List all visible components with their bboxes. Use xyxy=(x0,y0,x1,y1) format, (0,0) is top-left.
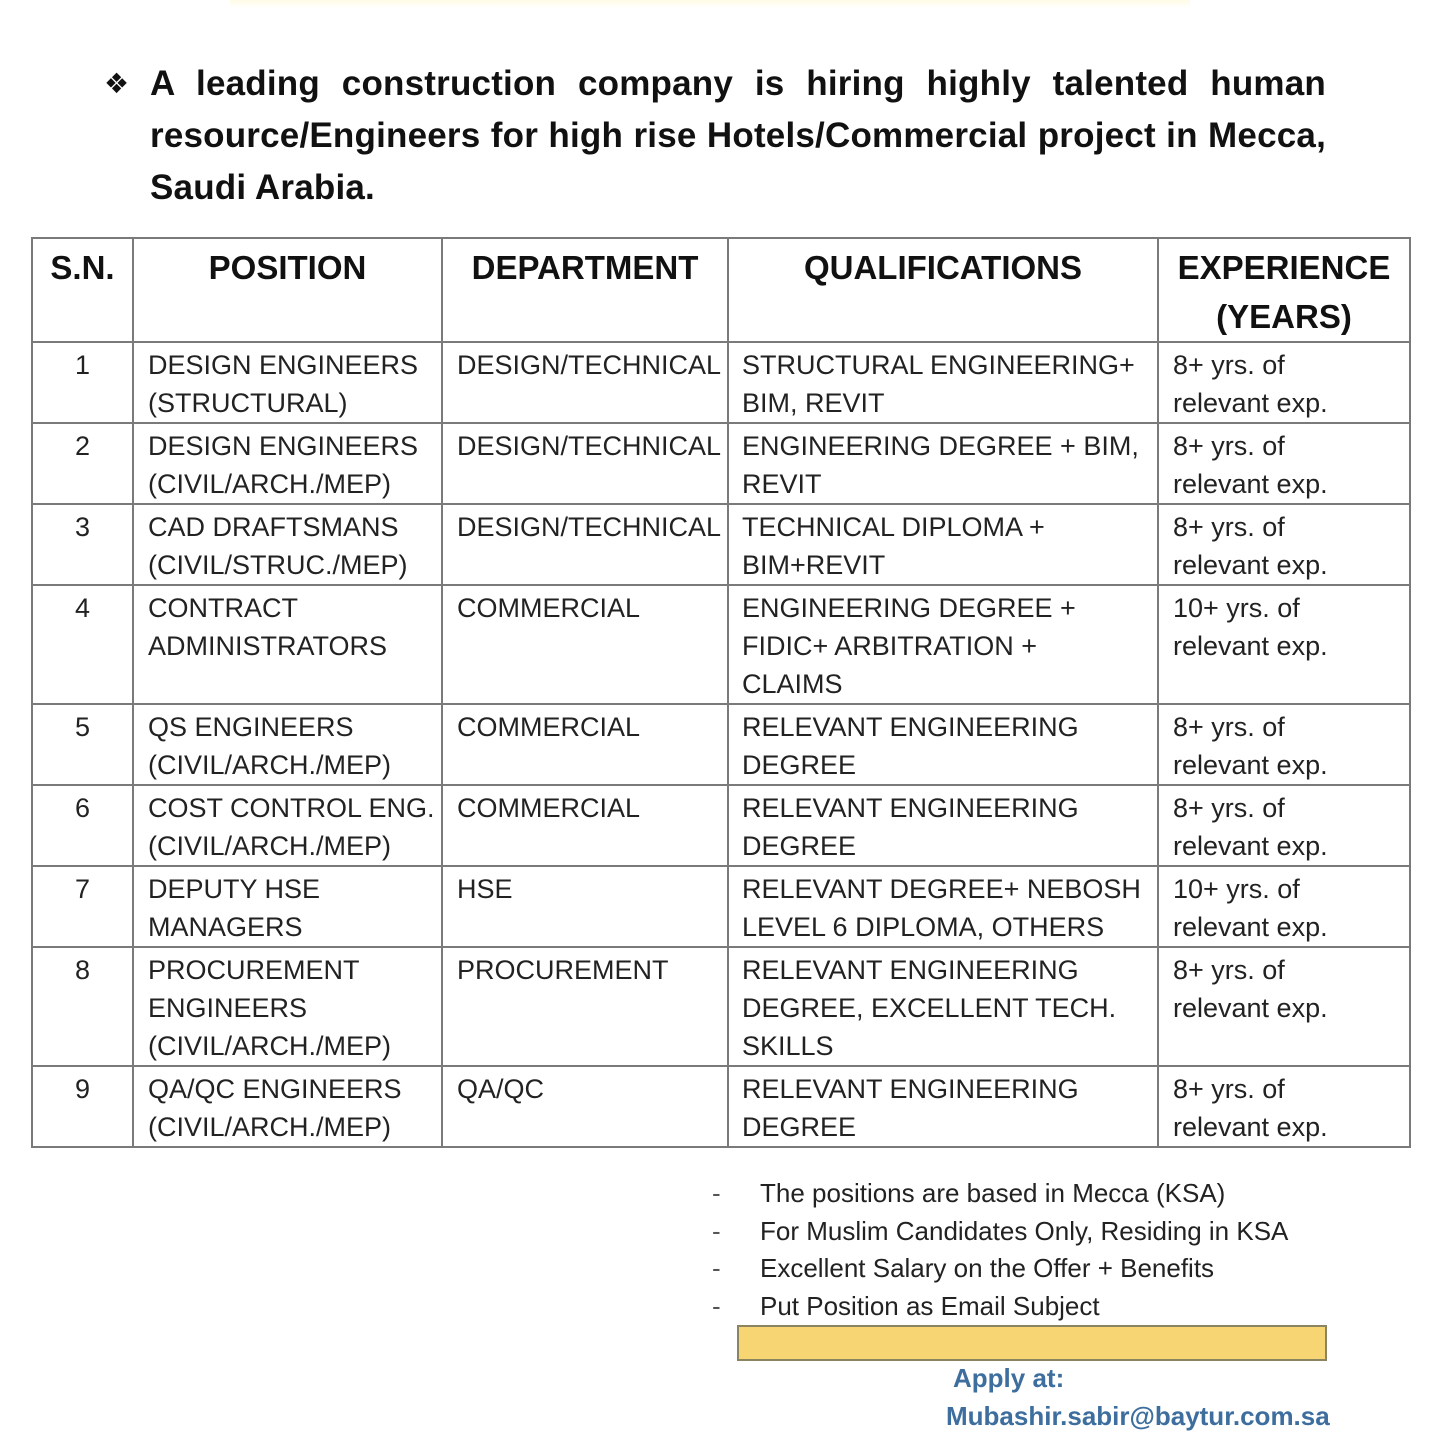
cell-qualifications-line: FIDIC+ ARBITRATION + xyxy=(742,631,1038,661)
cell-qualifications xyxy=(728,423,1158,504)
cell-qualifications xyxy=(728,785,1158,866)
cell-qualifications-line: ENGINEERING DEGREE + xyxy=(742,593,1076,623)
cell-qualifications-line: REVIT xyxy=(742,469,822,499)
table-header-row xyxy=(32,238,1410,342)
cell-position-line: DESIGN ENGINEERS xyxy=(148,431,419,461)
cell-experience-line: 10+ yrs. of xyxy=(1173,874,1300,904)
cell-experience xyxy=(1158,1066,1410,1147)
intro-paragraph xyxy=(104,58,1326,214)
table-row xyxy=(32,585,1410,704)
cell-sn: 6 xyxy=(32,785,133,866)
cell-qualifications-line: RELEVANT ENGINEERING xyxy=(742,712,1079,742)
cell-position-line: ENGINEERS xyxy=(148,993,308,1023)
job-positions-table xyxy=(31,237,1411,1148)
note-item xyxy=(712,1213,1352,1251)
cell-qualifications-line: CLAIMS xyxy=(742,669,843,699)
intro-text: A leading construction company is hiring highly talented human resource/Engineers for high rise Hotels/Commercial project in Mecca, Saudi Arabia. xyxy=(150,64,1326,207)
dash-bullet: - xyxy=(712,1253,721,1283)
note-text: Excellent Salary on the Offer + Benefits xyxy=(760,1253,1215,1283)
cell-position-line: QS ENGINEERS xyxy=(148,712,354,742)
cell-position-line: (CIVIL/ARCH./MEP) xyxy=(148,1112,392,1142)
cell-qualifications xyxy=(728,947,1158,1066)
cell-position-line: DEPUTY HSE xyxy=(148,874,321,904)
cell-experience-line: relevant exp. xyxy=(1173,631,1328,661)
header-experience-line: (YEARS) xyxy=(1216,298,1352,335)
highlight-bar xyxy=(737,1325,1327,1361)
cell-qualifications-line: DEGREE xyxy=(742,750,857,780)
cell-experience-line: 8+ yrs. of xyxy=(1173,955,1285,985)
cell-experience-line: 8+ yrs. of xyxy=(1173,431,1285,461)
cell-qualifications-line: BIM, REVIT xyxy=(742,388,885,418)
cell-experience-line: relevant exp. xyxy=(1173,993,1328,1023)
apply-email-link[interactable]: Mubashir.sabir@baytur.com.sa xyxy=(946,1401,1330,1431)
cell-position xyxy=(133,585,442,704)
cell-position xyxy=(133,866,442,947)
cell-experience xyxy=(1158,504,1410,585)
cell-position xyxy=(133,704,442,785)
cell-experience-line: 8+ yrs. of xyxy=(1173,712,1285,742)
cell-experience-line: relevant exp. xyxy=(1173,912,1328,942)
cell-qualifications-line: TECHNICAL DIPLOMA + xyxy=(742,512,1045,542)
dash-bullet: - xyxy=(712,1178,721,1208)
four-diamond-bullet-icon: ❖ xyxy=(104,68,130,99)
cell-position xyxy=(133,1066,442,1147)
cell-experience-line: relevant exp. xyxy=(1173,469,1328,499)
note-item xyxy=(712,1175,1352,1213)
note-item xyxy=(712,1250,1352,1288)
cell-qualifications-line: ENGINEERING DEGREE + BIM, xyxy=(742,431,1139,461)
header-experience-line: EXPERIENCE xyxy=(1177,249,1391,286)
cell-qualifications xyxy=(728,704,1158,785)
cell-position xyxy=(133,947,442,1066)
cell-position-line: CONTRACT xyxy=(148,593,298,623)
notes-list xyxy=(712,1175,1352,1325)
cell-position-line: (CIVIL/ARCH./MEP) xyxy=(148,1031,392,1061)
cell-qualifications xyxy=(728,342,1158,423)
cell-experience-line: relevant exp. xyxy=(1173,831,1328,861)
table-row xyxy=(32,704,1410,785)
cell-experience-line: relevant exp. xyxy=(1173,1112,1328,1142)
apply-label: Apply at: xyxy=(953,1363,1065,1393)
header-sn: S.N. xyxy=(32,238,133,342)
note-text: Put Position as Email Subject xyxy=(760,1290,1100,1321)
cell-qualifications xyxy=(728,1066,1158,1147)
cell-position-line: MANAGERS xyxy=(148,912,303,942)
cell-qualifications-line: STRUCTURAL ENGINEERING+ xyxy=(742,350,1135,380)
cell-qualifications xyxy=(728,504,1158,585)
cell-department: QA/QC xyxy=(442,1066,728,1147)
cell-qualifications-line: RELEVANT ENGINEERING xyxy=(742,793,1079,823)
cell-position-line: (CIVIL/STRUC./MEP) xyxy=(148,550,408,580)
cell-sn: 9 xyxy=(32,1066,133,1147)
table-row xyxy=(32,423,1410,504)
header-qualifications: QUALIFICATIONS xyxy=(728,238,1158,342)
cell-qualifications-line: DEGREE, EXCELLENT TECH. xyxy=(742,993,1117,1023)
table-row xyxy=(32,342,1410,423)
cell-experience xyxy=(1158,423,1410,504)
cell-experience xyxy=(1158,585,1410,704)
cell-position-line: COST CONTROL ENG. xyxy=(148,793,435,823)
dash-bullet: - xyxy=(712,1290,721,1321)
cell-experience xyxy=(1158,785,1410,866)
header-position: POSITION xyxy=(133,238,442,342)
cell-department: PROCUREMENT xyxy=(442,947,728,1066)
cell-experience xyxy=(1158,342,1410,423)
cell-experience-line: 8+ yrs. of xyxy=(1173,793,1285,823)
header-experience xyxy=(1158,238,1410,342)
cell-position xyxy=(133,504,442,585)
cell-experience xyxy=(1158,704,1410,785)
table-row xyxy=(32,1066,1410,1147)
cell-sn: 1 xyxy=(32,342,133,423)
cell-experience xyxy=(1158,866,1410,947)
cell-department: DESIGN/TECHNICAL xyxy=(442,423,728,504)
cell-position-line: CAD DRAFTSMANS xyxy=(148,512,399,542)
table-row xyxy=(32,947,1410,1066)
cell-department: HSE xyxy=(442,866,728,947)
cell-position-line: PROCUREMENT xyxy=(148,955,360,985)
cell-position xyxy=(133,785,442,866)
cell-department: DESIGN/TECHNICAL xyxy=(442,504,728,585)
cell-experience-line: relevant exp. xyxy=(1173,750,1328,780)
cell-qualifications xyxy=(728,866,1158,947)
cell-experience-line: 8+ yrs. of xyxy=(1173,1074,1285,1104)
cell-position xyxy=(133,342,442,423)
table-row xyxy=(32,866,1410,947)
cell-qualifications xyxy=(728,585,1158,704)
table-row xyxy=(32,504,1410,585)
cell-position-line: (CIVIL/ARCH./MEP) xyxy=(148,469,392,499)
cell-experience-line: relevant exp. xyxy=(1173,388,1328,418)
cell-position-line: (CIVIL/ARCH./MEP) xyxy=(148,750,392,780)
table-row xyxy=(32,785,1410,866)
cell-position xyxy=(133,423,442,504)
cell-experience-line: 8+ yrs. of xyxy=(1173,350,1285,380)
cell-qualifications-line: BIM+REVIT xyxy=(742,550,886,580)
cell-experience-line: 8+ yrs. of xyxy=(1173,512,1285,542)
cell-qualifications-line: DEGREE xyxy=(742,1112,857,1142)
cell-qualifications-line: DEGREE xyxy=(742,831,857,861)
cell-position-line: (CIVIL/ARCH./MEP) xyxy=(148,831,392,861)
cell-sn: 4 xyxy=(32,585,133,704)
top-decorative-strip xyxy=(230,0,1190,8)
cell-sn: 3 xyxy=(32,504,133,585)
cell-position-line: QA/QC ENGINEERS xyxy=(148,1074,402,1104)
cell-position-line: (STRUCTURAL) xyxy=(148,388,348,418)
note-text: For Muslim Candidates Only, Residing in KSA xyxy=(760,1215,1289,1246)
cell-qualifications-line: LEVEL 6 DIPLOMA, OTHERS xyxy=(742,912,1105,942)
cell-experience-line: 10+ yrs. of xyxy=(1173,593,1300,623)
dash-bullet: - xyxy=(712,1215,721,1246)
cell-department: COMMERCIAL xyxy=(442,585,728,704)
note-text: The positions are based in Mecca (KSA) xyxy=(760,1178,1226,1208)
cell-department: COMMERCIAL xyxy=(442,704,728,785)
cell-sn: 8 xyxy=(32,947,133,1066)
cell-position-line: ADMINISTRATORS xyxy=(148,631,388,661)
note-item xyxy=(712,1288,1352,1326)
cell-department: DESIGN/TECHNICAL xyxy=(442,342,728,423)
cell-sn: 5 xyxy=(32,704,133,785)
cell-sn: 2 xyxy=(32,423,133,504)
cell-experience-line: relevant exp. xyxy=(1173,550,1328,580)
cell-qualifications-line: SKILLS xyxy=(742,1031,834,1061)
cell-qualifications-line: RELEVANT ENGINEERING xyxy=(742,955,1079,985)
cell-sn: 7 xyxy=(32,866,133,947)
cell-position-line: DESIGN ENGINEERS xyxy=(148,350,419,380)
cell-department: COMMERCIAL xyxy=(442,785,728,866)
header-department: DEPARTMENT xyxy=(442,238,728,342)
cell-qualifications-line: RELEVANT ENGINEERING xyxy=(742,1074,1079,1104)
cell-qualifications-line: RELEVANT DEGREE+ NEBOSH xyxy=(742,874,1141,904)
cell-experience xyxy=(1158,947,1410,1066)
